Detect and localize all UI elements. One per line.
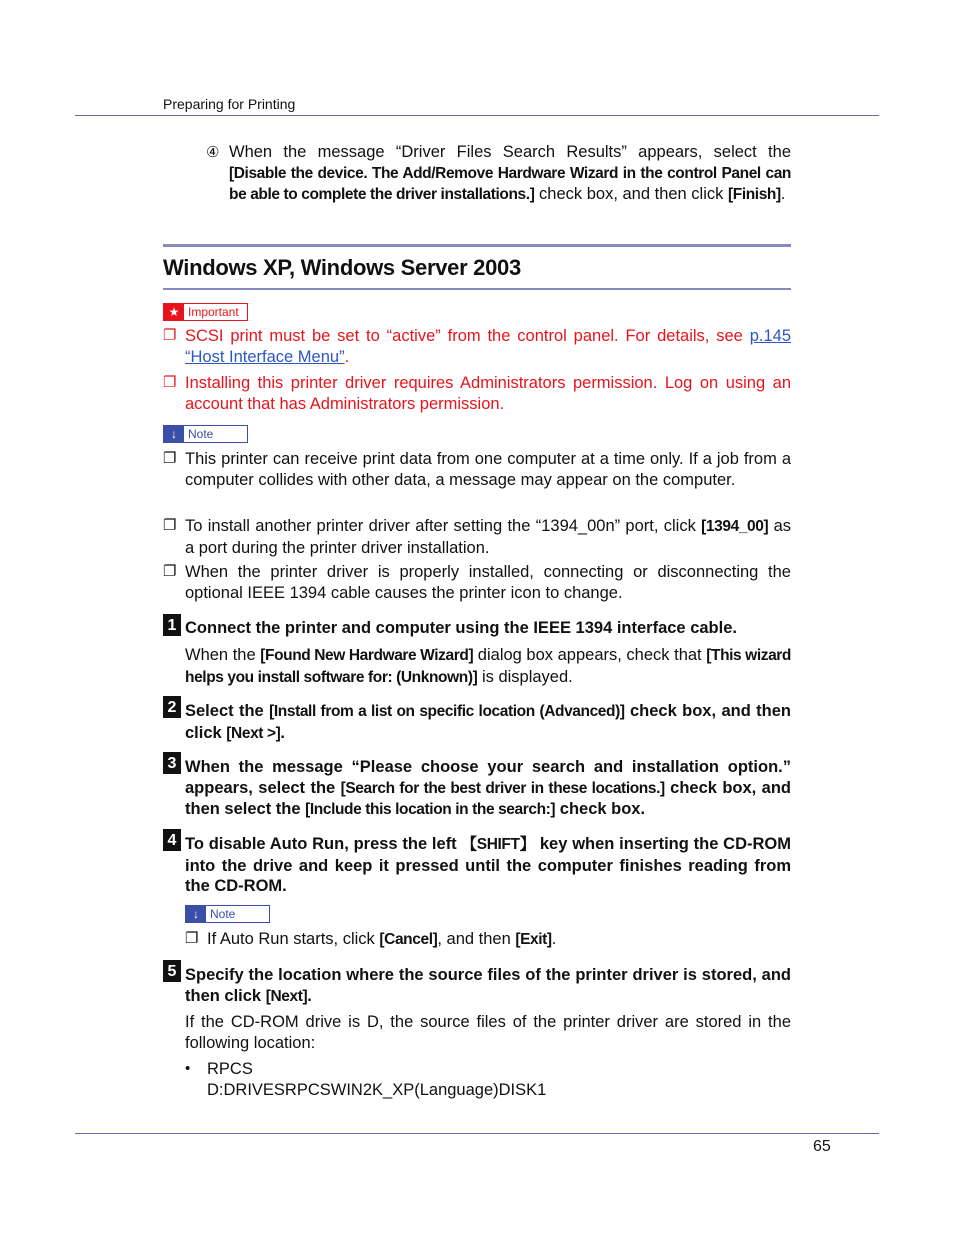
bullet-dot-icon: • xyxy=(185,1060,191,1077)
host-interface-menu-link[interactable]: p.145 “Host Interface Menu” xyxy=(185,327,791,366)
checkbox-bullet-icon: ❐ xyxy=(163,374,177,391)
section-title-top-rule xyxy=(163,244,791,247)
step-number-2: 2 xyxy=(163,696,181,718)
step-2-heading: Select the [Install from a list on specific location (Advanced)] check box, and then click [Next >]. xyxy=(185,702,791,742)
checkbox-bullet-icon: ❐ xyxy=(163,563,177,580)
running-header: Preparing for Printing xyxy=(163,96,296,112)
checkbox-bullet-icon: ❐ xyxy=(185,930,199,947)
note-badge: ↓ Note xyxy=(185,905,270,923)
step-number-4: 4 xyxy=(163,829,181,851)
step-1-paragraph: When the [Found New Hardware Wizard] dialog box appears, check that [This wizard helps you install software for: (Unknown)] is displayed. xyxy=(185,646,792,686)
step-number-1: 1 xyxy=(163,614,181,636)
step-5-bullet: • RPCS D:DRIVESRPCSWIN2K_XP(Language)DISK1 xyxy=(185,1060,547,1099)
step-3-heading: When the message “Please choose your search and installation option.” appears, select the [Search for the best driver in these locations.] check box, and then select the [Include this location in the search:] check box. xyxy=(185,758,791,818)
checkbox-bullet-icon: ❐ xyxy=(163,517,177,534)
important-item: ❐ Installing this printer driver requires Administrators permission. Log on using an account that has Administrators permission. xyxy=(163,374,791,413)
step-1-heading: Connect the printer and computer using the IEEE 1394 interface cable. xyxy=(185,619,737,637)
sub-step-marker: ④ xyxy=(206,144,220,161)
down-arrow-icon: ↓ xyxy=(164,426,184,442)
section-title-bottom-rule xyxy=(163,288,791,290)
footer-rule xyxy=(75,1133,879,1134)
star-icon: ★ xyxy=(164,304,184,320)
step-number-5: 5 xyxy=(163,960,181,982)
step-4-note-item: ❐ If Auto Run starts, click [Cancel], and then [Exit]. xyxy=(185,930,557,948)
checkbox-bullet-icon: ❐ xyxy=(163,327,177,344)
note-item: ❐ To install another printer driver after setting the “1394_00n” port, click [1394_00] as a port during the printer driver installation. xyxy=(163,517,791,557)
step-5-heading: Specify the location where the source files of the printer driver is stored, and then click [Next]. xyxy=(185,966,791,1005)
section-title: Windows XP, Windows Server 2003 xyxy=(163,255,521,280)
page-number: 65 xyxy=(813,1138,831,1155)
note-item: ❐ This printer can receive print data from one computer at a time only. If a job from a computer collides with other data, a message may appear on the computer. xyxy=(163,450,791,489)
down-arrow-icon: ↓ xyxy=(186,906,206,922)
sub-step-text: When the message “Driver Files Search Results” appears, select the [Disable the device. The Add/Remove Hardware Wizard in the control Panel can be able to complete the driver installations.] check box, and then click [Finish]. xyxy=(229,143,791,203)
step-number-3: 3 xyxy=(163,752,181,774)
note-item: ❐ When the printer driver is properly installed, connecting or disconnecting the optional IEEE 1394 cable causes the printer icon to change. xyxy=(163,563,791,602)
note-badge: ↓ Note xyxy=(163,425,248,443)
step-4-heading: To disable Auto Run, press the left 【SHIFT】 key when inserting the CD-ROM into the drive and keep it pressed until the computer finishes reading from the CD-ROM. xyxy=(185,835,791,895)
important-item: ❐ SCSI print must be set to “active” from the control panel. For details, see p.145 “Host Interface Menu”. xyxy=(163,327,791,366)
important-badge: ★ Important xyxy=(163,303,248,321)
step-5-paragraph: If the CD-ROM drive is D, the source files of the printer driver are stored in the following location: xyxy=(185,1013,791,1052)
header-rule xyxy=(75,115,879,116)
checkbox-bullet-icon: ❐ xyxy=(163,450,177,467)
